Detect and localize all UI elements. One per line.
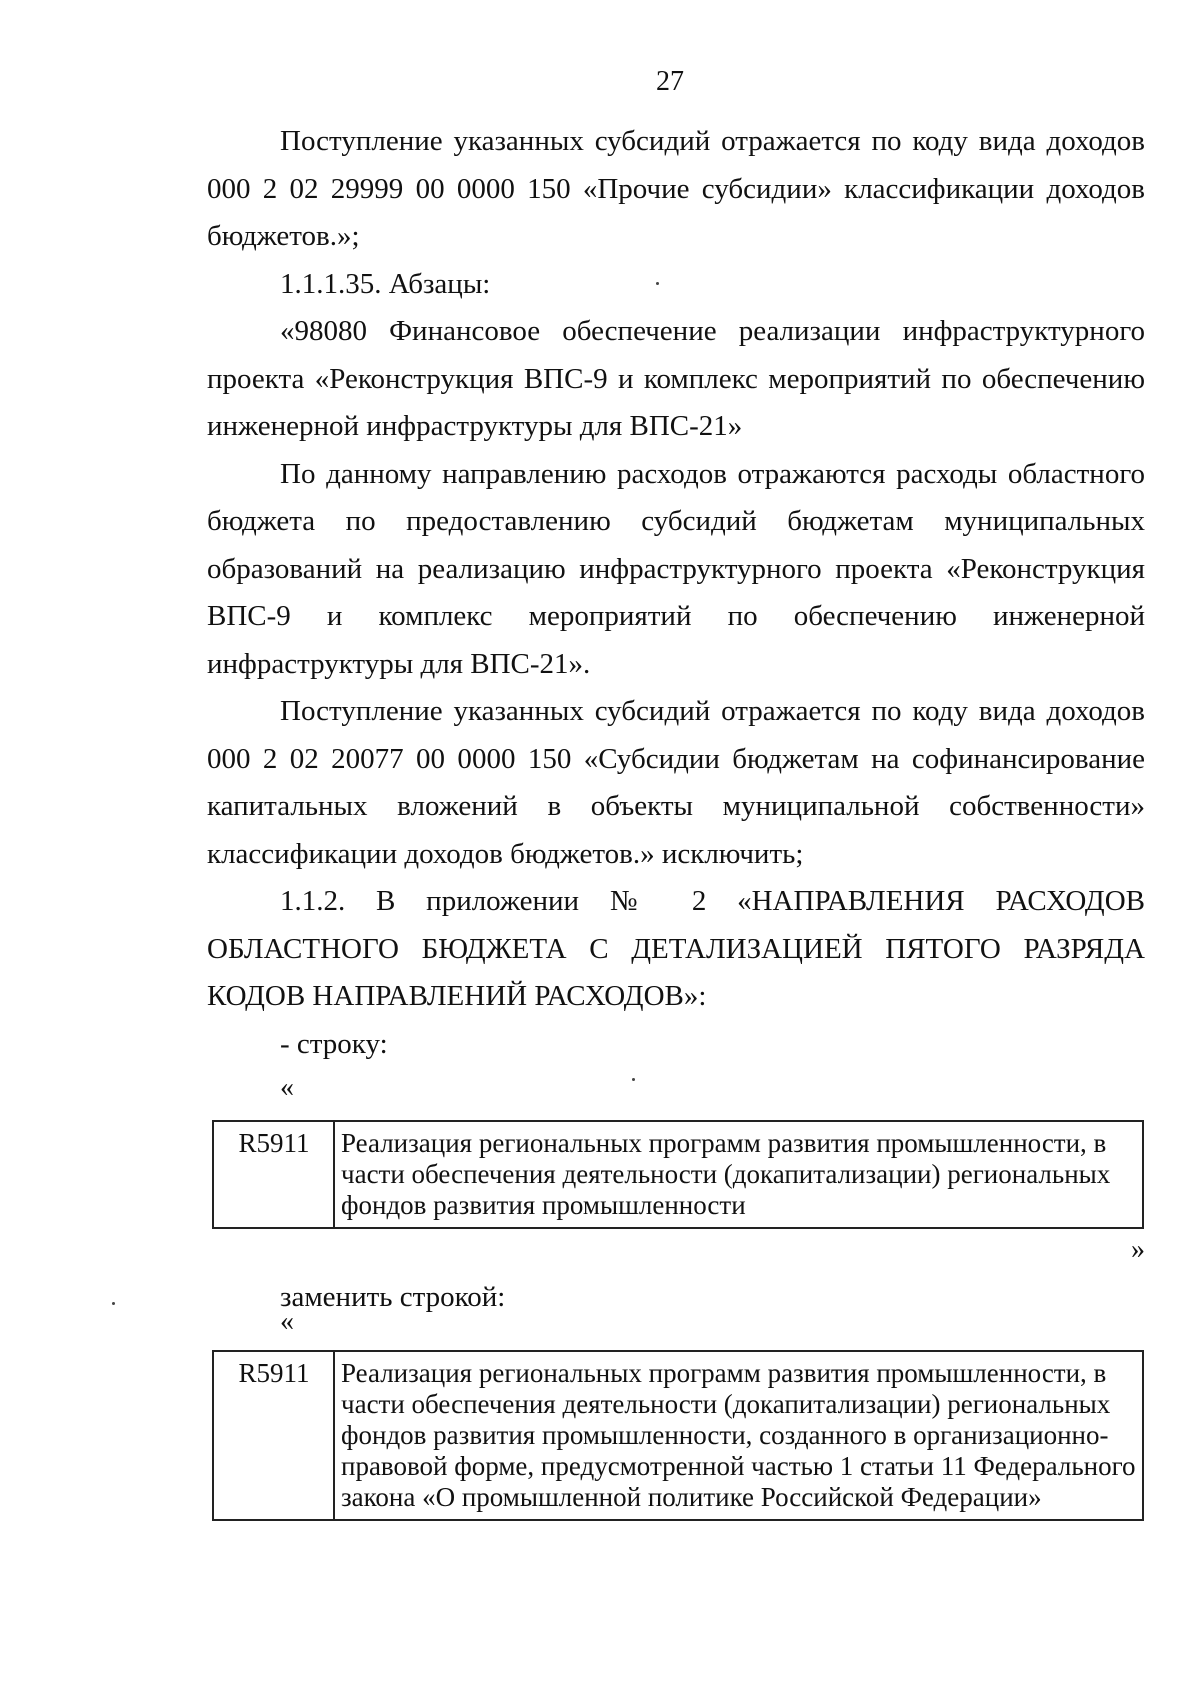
paragraph-receipt-1: Поступление указанных субсидий отражается по коду вида доходов 000 2 02 29999 00 0000 150 «Прочие субсидии» классификации доходов бюджетов.»; — [207, 125, 1145, 252]
old-row-text: Реализация региональных программ развития промышленности, в части обеспечения деятельности (докапитализации) региональных фондов развития промышленности — [334, 1121, 1143, 1228]
scan-speck — [112, 1302, 115, 1305]
close-quote-1: » — [1131, 1234, 1145, 1265]
table-row — [213, 1121, 1143, 1228]
old-row-code: R5911 — [213, 1121, 334, 1228]
replace-label: заменить строкой: — [280, 1280, 506, 1313]
open-quote-2: « — [280, 1306, 294, 1337]
body-text — [207, 118, 1145, 1068]
scan-speck — [632, 1078, 635, 1081]
new-row-text: Реализация региональных программ развития промышленности, в части обеспечения деятельности (докапитализации) региональных фондов развития промышленности, созданного в организационно-правовой форме, предусмотренной частью 1 статьи 11 Федерального закона «О промышленной политике Российской Федерации» — [334, 1351, 1143, 1520]
old-row-table — [212, 1120, 1144, 1229]
new-row-table-wrap — [207, 1350, 1144, 1521]
old-row-table-wrap — [207, 1120, 1144, 1229]
paragraph-98080-title: «98080 Финансовое обеспечение реализации инфраструктурного проекта «Реконструкция ВПС-9 и комплекс мероприятий по обеспечению инженерной инфраструктуры для ВПС-21» — [207, 315, 1145, 442]
table-row — [213, 1351, 1143, 1520]
open-quote-1: « — [280, 1072, 294, 1103]
paragraph-receipt-2: Поступление указанных субсидий отражается по коду вида доходов 000 2 02 20077 00 0000 150 «Субсидии бюджетам на софинансирование капитальных вложений в объекты муниципальной собственности» классификации доходов бюджетов.» исключить; — [207, 695, 1145, 870]
scan-speck — [656, 282, 659, 285]
paragraph-line-label: - строку: — [280, 1027, 388, 1060]
new-row-code: R5911 — [213, 1351, 334, 1520]
paragraph-item-1-1-1-35: 1.1.1.35. Абзацы: — [280, 267, 491, 300]
paragraph-item-1-1-2: 1.1.2. В приложении № 2 «НАПРАВЛЕНИЯ РАСХОДОВ ОБЛАСТНОГО БЮДЖЕТА С ДЕТАЛИЗАЦИЕЙ ПЯТОГО РАЗРЯДА КОДОВ НАПРАВЛЕНИЙ РАСХОДОВ»: — [207, 885, 1145, 1012]
paragraph-direction-description: По данному направлению расходов отражаются расходы областного бюджета по предоставлению субсидий бюджетам муниципальных образований на реализацию инфраструктурного проекта «Реконструкция ВПС-9 и комплекс мероприятий по обеспечению инженерной инфраструктуры для ВПС-21». — [207, 457, 1145, 680]
page-number: 27 — [656, 66, 684, 97]
new-row-table — [212, 1350, 1144, 1521]
replace-block — [207, 1226, 1145, 1321]
